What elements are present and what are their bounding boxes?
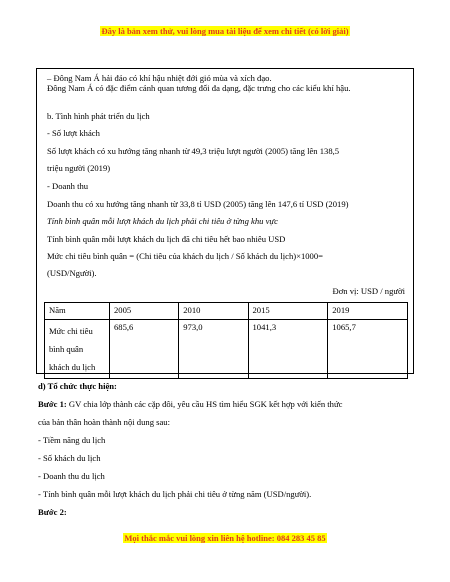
table-header-cell: 2015	[248, 303, 328, 320]
formula-line-2: (USD/Người).	[47, 268, 97, 278]
average-heading: Tính bình quân mỗi lượt khách du lịch phải chi tiêu ở từng khu vực	[47, 216, 278, 226]
preview-banner: Đây là bản xem thử, vui lòng mua tài liệu để xem chi tiết (có lời giải)	[101, 26, 349, 36]
revenue-heading: - Doanh thu	[47, 181, 89, 191]
unit-label: Đơn vị: USD / người	[332, 286, 405, 296]
table-row-label: Mức chi tiêu bình quân khách du lịch	[45, 320, 110, 379]
table-cell: 973,0	[179, 320, 248, 379]
answer-box	[36, 68, 414, 374]
table-header-cell: 2019	[328, 303, 408, 320]
landscape-paragraph: Đông Nam Á có đặc điểm cảnh quan tương đối đa dạng, đặc trưng cho các kiểu khí hậu.	[47, 83, 351, 93]
climate-paragraph: – Đông Nam Á hải đảo có khí hậu nhiệt đới gió mùa và xích đạo.	[47, 73, 272, 83]
section-d-title: d) Tổ chức thực hiện:	[38, 381, 117, 391]
list-item: - Số khách du lịch	[38, 453, 101, 463]
step1-line-1	[38, 399, 342, 409]
visitors-heading: - Số lượt khách	[47, 128, 100, 138]
table-header-row	[45, 303, 408, 320]
hotline-banner: Mọi thắc mắc vui lòng xin liên hệ hotline: 084 283 45 85	[124, 533, 326, 543]
step1-text: GV chia lớp thành các cặp đôi, yêu cầu HS tìm hiểu SGK kết hợp với kiến thức	[66, 399, 343, 409]
visitors-text-line-1: Số lượt khách có xu hướng tăng nhanh từ 49,3 triệu lượt người (2005) tăng lên 138,5	[47, 146, 340, 156]
table-header-cell: 2010	[179, 303, 248, 320]
table-row	[45, 320, 408, 379]
formula-line-1: Mức chi tiêu bình quân = (Chi tiêu của khách du lịch / Số khách du lịch)×1000=	[47, 251, 323, 261]
table-header-cell: Năm	[45, 303, 110, 320]
revenue-text: Doanh thu có xu hướng tăng nhanh từ 33,8 tỉ USD (2005) tăng lên 147,6 tỉ USD (2019)	[47, 199, 349, 209]
average-question: Tính bình quân mỗi lượt khách du lịch đã chi tiêu hết bao nhiêu USD	[47, 234, 286, 244]
spending-table	[44, 302, 408, 379]
table-cell: 685,6	[110, 320, 179, 379]
step1-label: Bước 1:	[38, 399, 67, 409]
table-cell: 1065,7	[328, 320, 408, 379]
table-cell: 1041,3	[248, 320, 328, 379]
section-b-heading: b. Tình hình phát triển du lịch	[47, 111, 150, 121]
table-header-cell: 2005	[110, 303, 179, 320]
visitors-text-line-2: triệu người (2019)	[47, 163, 111, 173]
list-item: - Tiềm năng du lịch	[38, 435, 106, 445]
step1-line-2: của bản thân hoàn thành nội dung sau:	[38, 417, 170, 427]
list-item: - Tính bình quân mỗi lượt khách du lịch phải chi tiêu ở từng năm (USD/người).	[38, 489, 312, 499]
list-item: - Doanh thu du lịch	[38, 471, 105, 481]
step2-label: Bước 2:	[38, 507, 67, 517]
